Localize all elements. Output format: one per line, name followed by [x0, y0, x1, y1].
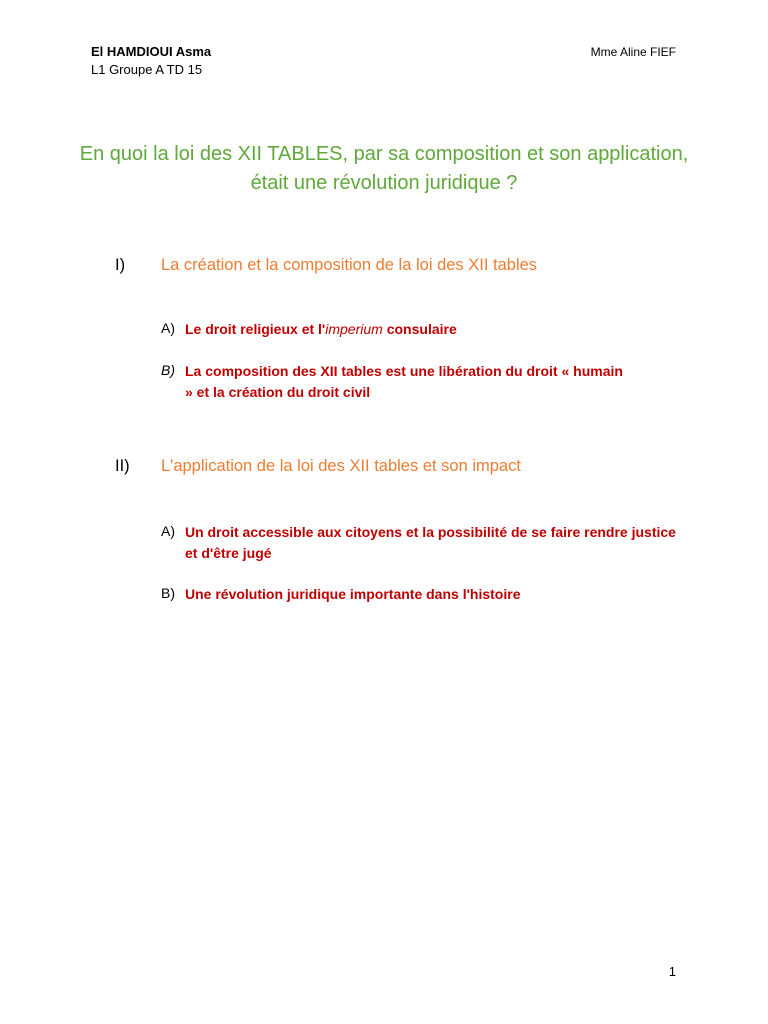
- page-number: 1: [668, 964, 676, 979]
- section-2-sub-a-text: Un droit accessible aux citoyens et la possibilité de se faire rendre justice et d'être jugé: [185, 524, 676, 561]
- section-2-numeral: II): [115, 457, 130, 475]
- section-2-sub-b-text: Une révolution juridique importante dans l'histoire: [185, 586, 521, 602]
- section-1-sub-a-text-after: consulaire: [382, 321, 457, 337]
- section-1-sub-a-text: [185, 319, 457, 340]
- section-1-sub-a-letter: A): [161, 320, 175, 336]
- section-1-sub-a-text-before: Le droit religieux et l': [185, 321, 326, 337]
- teacher-name: Mme Aline FIEF: [590, 45, 676, 59]
- section-1-sub-b-letter: B): [161, 362, 175, 378]
- author-name: El HAMDIOUI Asma: [91, 44, 212, 59]
- section-1-numeral: I): [115, 256, 126, 274]
- section-2-sub-a-letter: A): [161, 523, 175, 539]
- section-2-heading: L'application de la loi des XII tables et son impact: [161, 457, 521, 475]
- document-title: En quoi la loi des XII TABLES, par sa composition et son application, était une révolution juridique ?: [79, 143, 689, 194]
- section-2-sub-b-letter: B): [161, 585, 175, 601]
- section-1-sub-a-text-italic: imperium: [325, 321, 383, 337]
- section-1-sub-b-text: La composition des XII tables est une libération du droit « humain » et la création du droit civil: [185, 363, 623, 400]
- group-label: L1 Groupe A TD 15: [91, 62, 203, 77]
- section-1-heading: La création et la composition de la loi des XII tables: [161, 256, 538, 274]
